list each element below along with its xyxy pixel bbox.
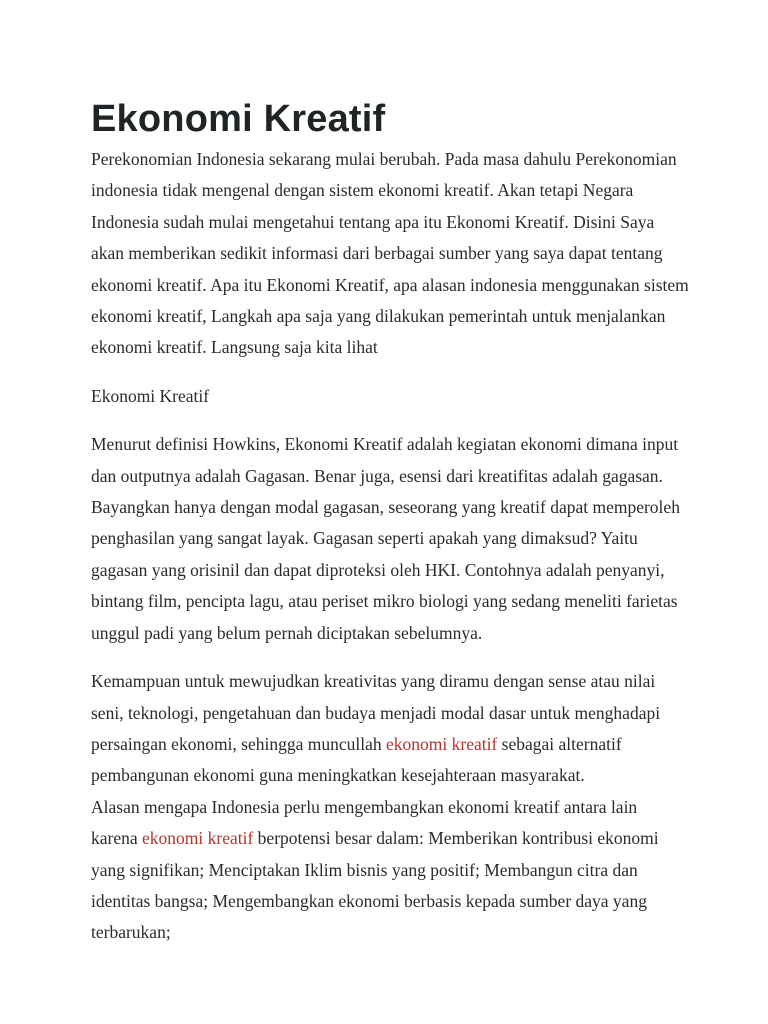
- capability-paragraph: [91, 666, 691, 792]
- page-title: Ekonomi Kreatif: [91, 98, 386, 140]
- reasons-text-start: karena: [91, 828, 143, 849]
- definition-paragraph: Menurut definisi Howkins, Ekonomi Kreatif adalah kegiatan ekonomi dimana input dan outputnya adalah Gagasan. Benar juga, esensi dari kreatifitas adalah gagasan. Bayangkan hanya dengan modal gagasan, seseorang yang kreatif dapat memperoleh penghasilan yang sangat layak. Gagasan seperti apakah yang dimaksud? Yaitu gagasan yang orisinil dan dapat diproteksi oleh HKI. Contohnya adalah penyanyi, bintang film, pencipta lagu, atau periset mikro biologi yang sedang meneliti farietas unggul padi yang belum pernah diciptakan sebelumnya.: [91, 434, 680, 643]
- capability-text-start: Kemampuan untuk mewujudkan kreativitas yang diramu dengan sense atau nilai seni, teknologi, pengetahuan dan budaya menjadi modal dasar untuk menghadapi persaingan ekonomi, sehingga muncullah: [91, 671, 661, 754]
- reasons-intro-line: Alasan mengapa Indonesia perlu mengembangkan ekonomi kreatif antara lain: [91, 796, 638, 817]
- document-body: [91, 96, 691, 949]
- section-subheading: Ekonomi Kreatif: [91, 385, 210, 406]
- reasons-paragraph: [91, 792, 691, 949]
- reasons-text-end: berpotensi besar dalam: Memberikan kontribusi ekonomi yang signifikan; Menciptakan Iklim bisnis yang positif; Membangun citra dan identitas bangsa; Mengembangkan ekonomi berbasis kepada sumber daya yang terbarukan;: [91, 828, 659, 943]
- intro-paragraph: Perekonomian Indonesia sekarang mulai berubah. Pada masa dahulu Perekonomian indonesia tidak mengenal dengan sistem ekonomi kreatif. Akan tetapi Negara Indonesia sudah mulai mengetahui tentang apa itu Ekonomi Kreatif. Disini Saya akan memberikan sedikit informasi dari berbagai sumber yang saya dapat tentang ekonomi kreatif. Apa itu Ekonomi Kreatif, apa alasan indonesia menggunakan sistem ekonomi kreatif, Langkah apa saja yang dilakukan pemerintah untuk menjalankan ekonomi kreatif. Langsung saja kita lihat: [91, 149, 689, 358]
- capability-text-end: sebagai alternatif pembangunan ekonomi guna meningkatkan kesejahteraan masyarakat.: [91, 733, 622, 786]
- ekonomi-kreatif-link-2[interactable]: ekonomi kreatif: [142, 828, 254, 849]
- ekonomi-kreatif-link[interactable]: ekonomi kreatif: [386, 733, 498, 754]
